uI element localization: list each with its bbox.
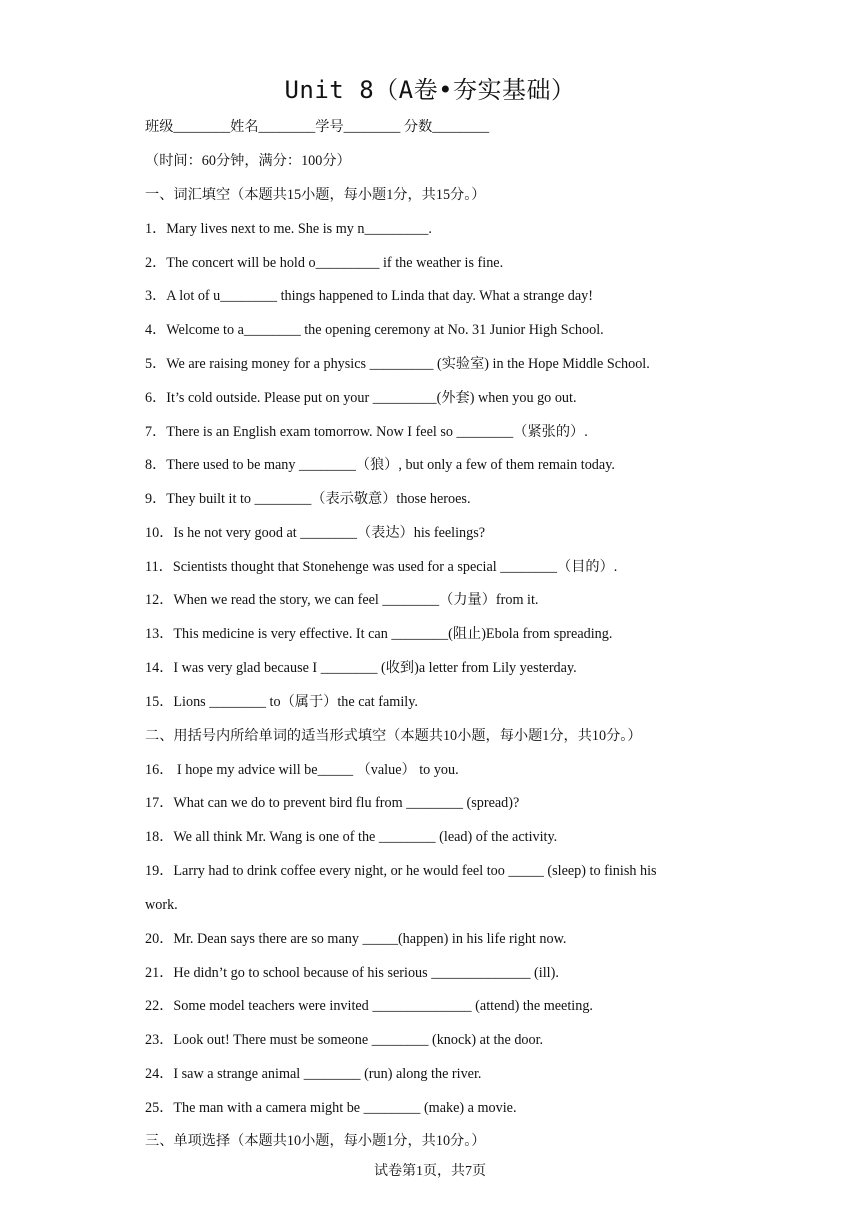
question-item: 25．The man with a camera might be ________ (make) a movie. — [145, 1100, 517, 1116]
page-title: Unit 8（A卷•夯实基础） — [284, 76, 576, 104]
question-item: 10．Is he not very good at ________（表达）his feelings? — [145, 525, 486, 541]
question-item: 2．The concert will be hold o_________ if the weather is fine. — [145, 255, 504, 271]
question-item: 3．A lot of u________ things happened to Linda that day. What a strange day! — [145, 288, 593, 304]
question-item: 4．Welcome to a________ the opening ceremony at No. 31 Junior High School. — [145, 322, 604, 338]
question-item: 18．We all think Mr. Wang is one of the ________ (lead) of the activity. — [145, 829, 558, 845]
section-heading-multiple-choice: 三、单项选择（本题共10小题，每小题1分，共10分。） — [145, 1133, 486, 1149]
section-heading-vocabulary: 一、词汇填空（本题共15小题，每小题1分，共15分。） — [145, 187, 486, 203]
question-item: 12．When we read the story, we can feel ________（力量）from it. — [145, 592, 539, 608]
student-info-line: 班级________姓名________学号________ 分数________ — [145, 119, 490, 135]
question-item: 20．Mr. Dean says there are so many _____(happen) in his life right now. — [145, 931, 567, 947]
question-item: 7．There is an English exam tomorrow. Now I feel so ________（紧张的）. — [145, 424, 588, 440]
question-item: 21．He didn’t go to school because of his serious ______________ (ill). — [145, 965, 559, 981]
question-item: 13．This medicine is very effective. It can ________(阻止)Ebola from spreading. — [145, 626, 613, 642]
question-item: 11．Scientists thought that Stonehenge was used for a special ________（目的）. — [145, 559, 618, 575]
question-item: 17．What can we do to prevent bird flu from ________ (spread)? — [145, 795, 520, 811]
question-item: 19．Larry had to drink coffee every night, or he would feel too _____ (sleep) to finish his — [145, 863, 657, 879]
question-item: 5．We are raising money for a physics _________ (实验室) in the Hope Middle School. — [145, 356, 650, 372]
section-heading-word-forms: 二、用括号内所给单词的适当形式填空（本题共10小题，每小题1分，共10分。） — [145, 728, 642, 744]
question-item: 15．Lions ________ to（属于）the cat family. — [145, 694, 418, 710]
page-footer: 试卷第1页，共7页 — [374, 1164, 486, 1179]
question-item: 14．I was very glad because I ________ (收到)a letter from Lily yesterday. — [145, 660, 577, 676]
question-item: 8．There used to be many ________（狼）, but only a few of them remain today. — [145, 457, 615, 473]
question-item: 9．They built it to ________（表示敬意）those heroes. — [145, 491, 471, 507]
question-item: 22．Some model teachers were invited ______________ (attend) the meeting. — [145, 998, 593, 1014]
question-item: 6．It’s cold outside. Please put on your _________(外套) when you go out. — [145, 390, 577, 406]
time-note: （时间：60分钟，满分：100分） — [145, 153, 351, 169]
question-item: 16． I hope my advice will be_____ （value） to you. — [145, 762, 459, 778]
question-item: 1．Mary lives next to me. She is my n_________. — [145, 221, 432, 237]
question-item: 23．Look out! There must be someone ________ (knock) at the door. — [145, 1032, 544, 1048]
question-item-continuation: work. — [145, 897, 178, 913]
question-item: 24．I saw a strange animal ________ (run) along the river. — [145, 1066, 482, 1082]
